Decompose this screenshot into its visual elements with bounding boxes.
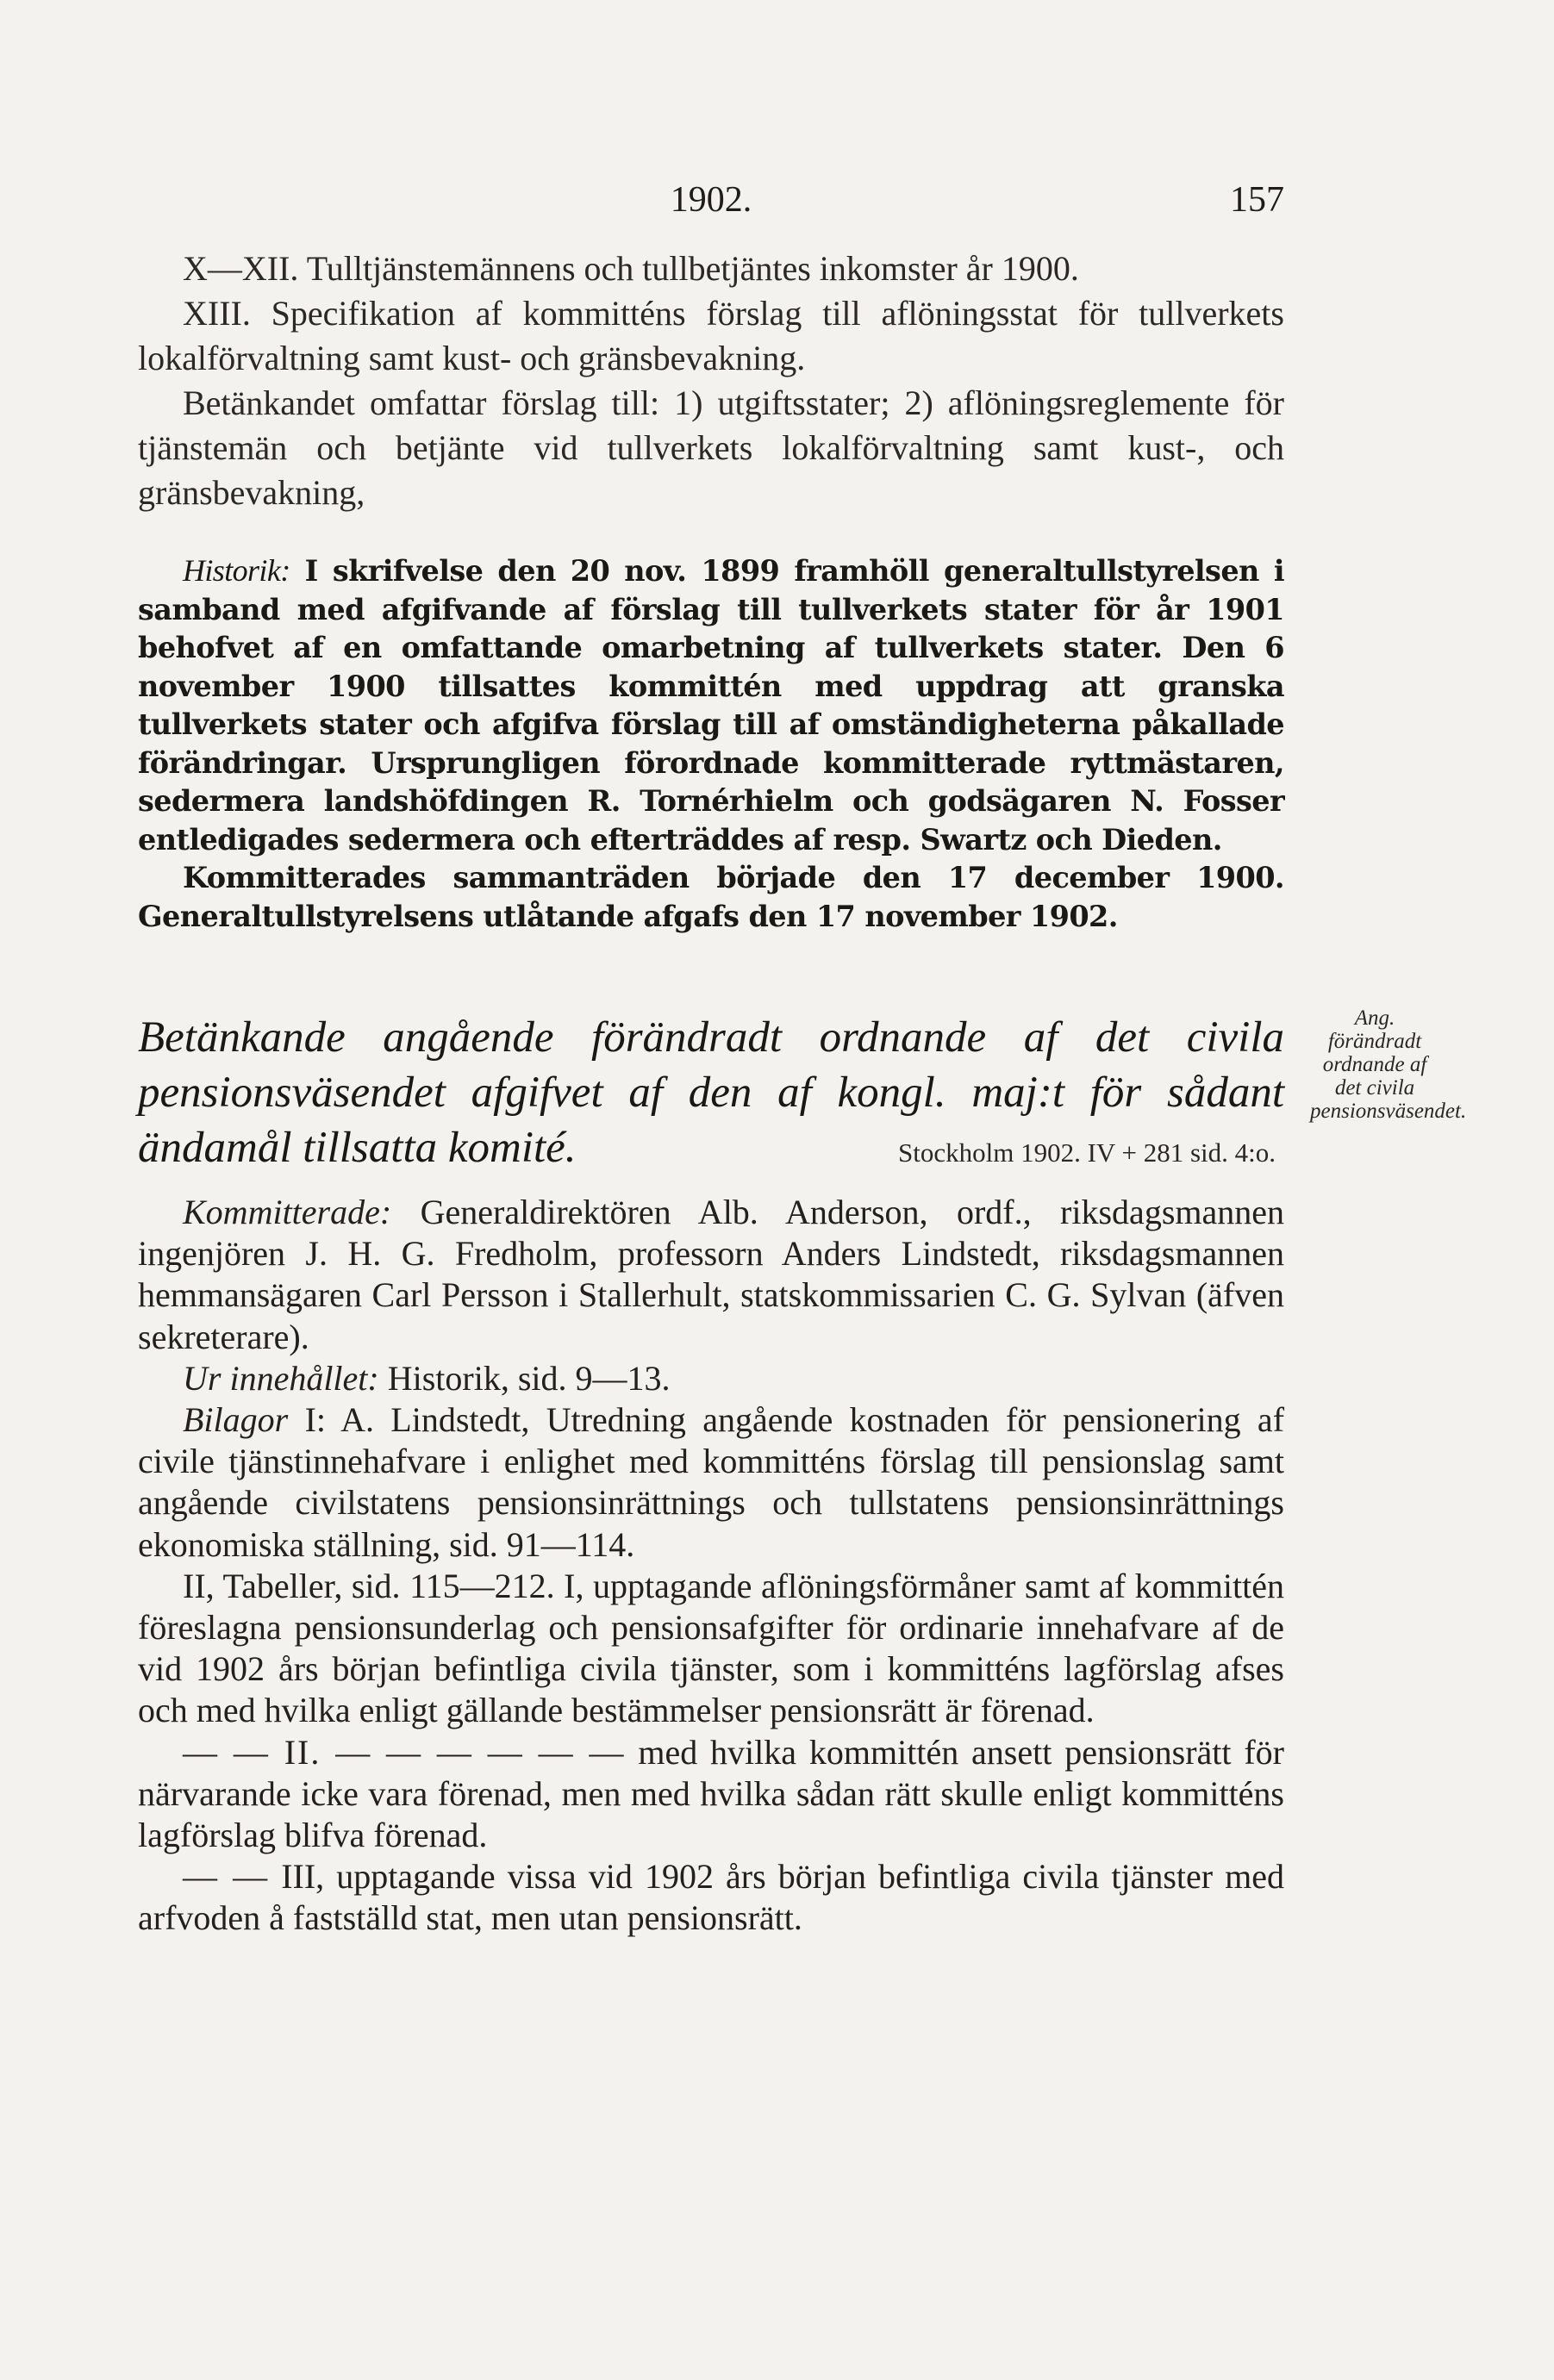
appendix-ii-iii-lead: — — (183, 1857, 270, 1897)
appendix-ii-ii (138, 1732, 1284, 1857)
historik-label: Historik: (183, 553, 290, 588)
scope-paragraph: Betänkandet omfattar förslag till: 1) utgiftsstater; 2) aflöningsreglemente för tjänstemän och betjänte vid tullverkets lokalförvaltning samt kust-, och gränsbevakning, (138, 383, 1284, 512)
appendix-i (138, 1399, 1284, 1566)
historik-text: I skrifvelse den 20 nov. 1899 framhöll generaltullstyrelsen i samband med afgifvande af förslag till tullverkets stater för år 1901 behofvet af en omfattande omarbetning af tullverkets stater. Den 6 november 1900 tillsattes kommittén med uppdrag att granska tullverkets stater och afgifva förslag till af omständigheterna påkallade förändringar. Ursprungligen förordnade kommitterade ryttmästaren, sedermera landshöfdingen R. Tornérhielm och godsägaren N. Fosser entledigades sedermera och efterträddes af resp. Swartz och Dieden. (138, 554, 1284, 857)
appendix-ii-iii (138, 1856, 1284, 1939)
page-header (138, 179, 1284, 231)
contents-paragraph (138, 1358, 1284, 1399)
appendix-i-text: I: A. Lindstedt, Utredning angående kostnaden för pensionering af civile tjänstinnehafvare i enlighet med kommitténs förslag till pensionslag samt angående civilstatens pensionsinrättnings och tullstatens pensionsinrättnings ekonomiska ställning, sid. 91—114. (138, 1400, 1285, 1564)
publication-info: Stockholm 1902. IV + 281 sid. 4:o. (897, 1137, 1276, 1168)
historik-meetings-paragraph: Kommitterades sammanträden började den 17 december 1900. Generaltullstyrelsens utlåtande afgafs den 17 november 1902. (138, 861, 1284, 933)
appendices-label: Bilagor (183, 1400, 289, 1440)
page-number: 157 (1230, 180, 1284, 220)
appendix-ii-ii-lead: — — II. — — — — — — (183, 1732, 626, 1772)
margin-note: Ang. förändradt ordnande af det civila pensionsväsendet. (1310, 1006, 1467, 1123)
historik-section (138, 551, 1284, 936)
contents-text: Historik, sid. 9—13. (387, 1358, 671, 1398)
appendix-ii-iii-text: III, upptagande vissa vid 1902 års början befintliga civila tjänster med arfvoden å fastställd stat, men utan pensionsrätt. (138, 1857, 1285, 1938)
committee-label: Kommitterade: (183, 1193, 392, 1231)
contents-label: Ur innehållet: (183, 1358, 379, 1398)
appendix-ii-i: II, Tabeller, sid. 115—212. I, upptagande aflöningsförmåner samt af kommittén föreslagna pensionsunderlag och pensionsafgifter för ordinarie innehafvare af de vid 1902 års början befintliga civila tjänster, som i kommitténs lagförslag afses och med hvilka enligt gällande bestämmelser pensionsrätt är förenad. (138, 1566, 1284, 1730)
report-title: Betänkande angående förändradt ordnande af det civila pensionsväsendet afgifvet af den af kongl. maj:t för sådant ändamål tillsatta komité. (138, 1013, 1284, 1172)
historik-paragraph (138, 551, 1284, 859)
appendix-ii-ii-text: med hvilka kommittén ansett pensionsrätt för närvarande icke vara förenad, men med hvilka sådan rätt skulle enligt kommitténs lagförslag blifva förenad. (138, 1732, 1285, 1855)
item-x-xii: X—XII. Tulltjänstemännens och tullbetjäntes inkomster år 1900. (183, 249, 1079, 288)
committee-paragraph (138, 1192, 1284, 1358)
committee-members: Generaldirektören Alb. Anderson, ordf., riksdagsmannen ingenjören J. H. G. Fredholm, professorn Anders Lindstedt, riksdagsmannen hemmansägaren Carl Persson i Stallerhult, statskommissarien C. G. Sylvan (äfven sekreterare). (138, 1193, 1285, 1356)
report-details (138, 1192, 1284, 1940)
item-xiii: XIII. Specifikation af kommitténs förslag till aflöningsstat för tullverkets lokalförvaltning samt kust- och gränsbevakning. (138, 294, 1284, 377)
section-contents-list (138, 246, 1284, 515)
header-year: 1902. (670, 180, 752, 220)
